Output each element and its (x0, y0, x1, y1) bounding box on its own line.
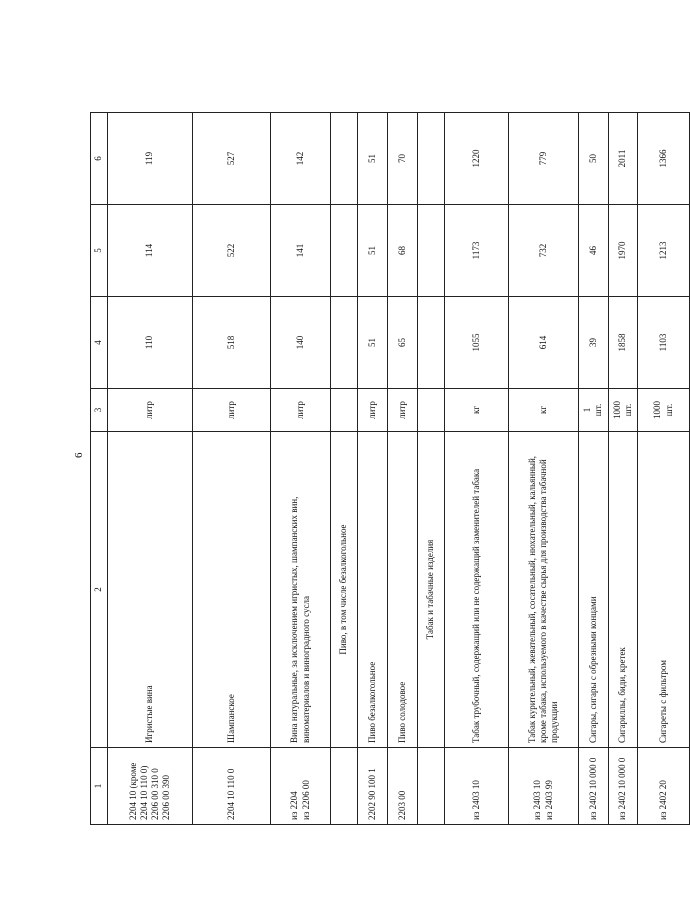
name-cell: Пиво безалкогольное (358, 432, 388, 748)
unit-line: кг (470, 405, 481, 415)
table-row (638, 113, 690, 825)
unit-line: 1 (582, 407, 592, 413)
code-line: из 2402 20 (657, 780, 668, 820)
code-cell (418, 748, 445, 825)
section-title: Пиво, в том числе безалкогольное (331, 432, 358, 748)
code-cell (638, 748, 690, 825)
name-cell: Табак курительный, жевательный, сосательный, нюхательный, кальянный, кроме табака, используемого в качестве сырья для производства табачной продукции (509, 432, 579, 748)
page-number: 6 (73, 452, 85, 458)
table-row (388, 113, 418, 825)
code-line: 2204 10 110 0 (225, 768, 236, 820)
table-row (358, 113, 388, 825)
value-cell-col6: 142 (271, 113, 331, 205)
column-header-6: 6 (91, 113, 108, 205)
unit-line: литр (396, 401, 407, 419)
unit-cell (358, 389, 388, 432)
table-row (271, 113, 331, 825)
value-cell-col5: 51 (358, 205, 388, 297)
unit-cell (193, 389, 271, 432)
table-row (445, 113, 509, 825)
value-cell-col4: 65 (388, 297, 418, 389)
name-cell: Табак трубочный, содержащий или не содержащий заменителей табака (445, 432, 509, 748)
empty-cell (418, 113, 445, 205)
code-line: 2206 00 390 (161, 775, 172, 820)
unit-cell (445, 389, 509, 432)
value-cell-col4: 1103 (638, 297, 690, 389)
unit-cell (271, 389, 331, 432)
name-cell: Шампанское (193, 432, 271, 748)
code-cell (271, 748, 331, 825)
column-header-1: 1 (91, 748, 108, 825)
unit-line: шт. (593, 403, 604, 417)
code-line: из 2402 10 000 0 (587, 757, 598, 820)
rotated-table-container (90, 113, 674, 825)
value-cell-col5: 1213 (638, 205, 690, 297)
column-header-5: 5 (91, 205, 108, 297)
value-cell-col5: 522 (193, 205, 271, 297)
empty-cell (331, 389, 358, 432)
value-cell-col5: 114 (108, 205, 193, 297)
code-line: из 2402 10 000 0 (617, 757, 628, 820)
name-cell: Сигариллы, биди, кретек (608, 432, 638, 748)
value-cell-col5: 46 (579, 205, 609, 297)
value-cell-col6: 779 (509, 113, 579, 205)
code-cell (358, 748, 388, 825)
name-cell: Сигары, сигары с обрезными концами (579, 432, 609, 748)
table-row (108, 113, 193, 825)
code-line: из 2204 (289, 791, 300, 820)
value-cell-col4: 39 (579, 297, 609, 389)
code-line: из 2403 10 (532, 780, 543, 820)
unit-line: кг (537, 405, 548, 415)
unit-line: литр (294, 401, 305, 419)
code-line: из 2403 10 (470, 780, 481, 820)
code-line: 2202 90 100 1 (366, 768, 377, 820)
unit-cell (638, 389, 690, 432)
value-cell-col6: 51 (358, 113, 388, 205)
value-cell-col4: 1055 (445, 297, 509, 389)
code-cell (388, 748, 418, 825)
name-cell: Сигареты с фильтром (638, 432, 690, 748)
unit-cell (388, 389, 418, 432)
table-row (579, 113, 609, 825)
empty-cell (418, 297, 445, 389)
table-row (608, 113, 638, 825)
empty-cell (331, 113, 358, 205)
value-cell-col6: 70 (388, 113, 418, 205)
section-title: Табак и табачные изделия (418, 432, 445, 748)
code-cell (579, 748, 609, 825)
unit-cell (108, 389, 193, 432)
code-cell (331, 748, 358, 825)
unit-line: литр (144, 401, 155, 419)
unit-line: шт. (622, 403, 633, 417)
value-cell-col4: 110 (108, 297, 193, 389)
section-row (331, 113, 358, 825)
empty-cell (418, 389, 445, 432)
name-cell: Игристые вина (108, 432, 193, 748)
code-line: 2206 00 310 0 (150, 768, 160, 820)
code-cell (509, 748, 579, 825)
code-line: 2204 10 (кроме (127, 762, 138, 820)
unit-cell (579, 389, 609, 432)
table-row (193, 113, 271, 825)
column-header-3: 3 (91, 389, 108, 432)
code-cell (608, 748, 638, 825)
code-line: 2203 00 (396, 790, 407, 820)
value-cell-col5: 68 (388, 205, 418, 297)
value-cell-col6: 2011 (608, 113, 638, 205)
value-cell-col6: 119 (108, 113, 193, 205)
unit-line: шт. (663, 403, 674, 417)
unit-line: 1000 (611, 401, 622, 419)
unit-cell (608, 389, 638, 432)
table-body (108, 113, 690, 825)
value-cell-col5: 141 (271, 205, 331, 297)
name-cell: Вина натуральные, за исключением игристых, шампанских вин, виноматериалов и виноградного сусла (271, 432, 331, 748)
name-cell: Пиво солодовое (388, 432, 418, 748)
empty-cell (418, 205, 445, 297)
value-cell-col5: 732 (509, 205, 579, 297)
unit-cell (509, 389, 579, 432)
excise-rates-table (90, 112, 690, 825)
code-line: из 2403 99 (543, 780, 554, 820)
value-cell-col4: 614 (509, 297, 579, 389)
column-header-4: 4 (91, 297, 108, 389)
value-cell-col4: 518 (193, 297, 271, 389)
value-cell-col4: 51 (358, 297, 388, 389)
empty-cell (331, 205, 358, 297)
code-line: из 2206 00 (300, 780, 311, 820)
unit-line: 1000 (652, 401, 663, 419)
value-cell-col6: 1366 (638, 113, 690, 205)
value-cell-col5: 1970 (608, 205, 638, 297)
empty-cell (331, 297, 358, 389)
code-cell (445, 748, 509, 825)
value-cell-col5: 1173 (445, 205, 509, 297)
table-header-row (91, 113, 108, 825)
section-row (418, 113, 445, 825)
value-cell-col6: 1220 (445, 113, 509, 205)
value-cell-col4: 1858 (608, 297, 638, 389)
column-header-2: 2 (91, 432, 108, 748)
code-cell (193, 748, 271, 825)
value-cell-col4: 140 (271, 297, 331, 389)
value-cell-col6: 50 (579, 113, 609, 205)
code-cell (108, 748, 193, 825)
code-line: 2204 10 110 0) (138, 765, 149, 820)
unit-line: литр (225, 401, 236, 419)
table-row (509, 113, 579, 825)
value-cell-col6: 527 (193, 113, 271, 205)
unit-line: литр (366, 401, 377, 419)
